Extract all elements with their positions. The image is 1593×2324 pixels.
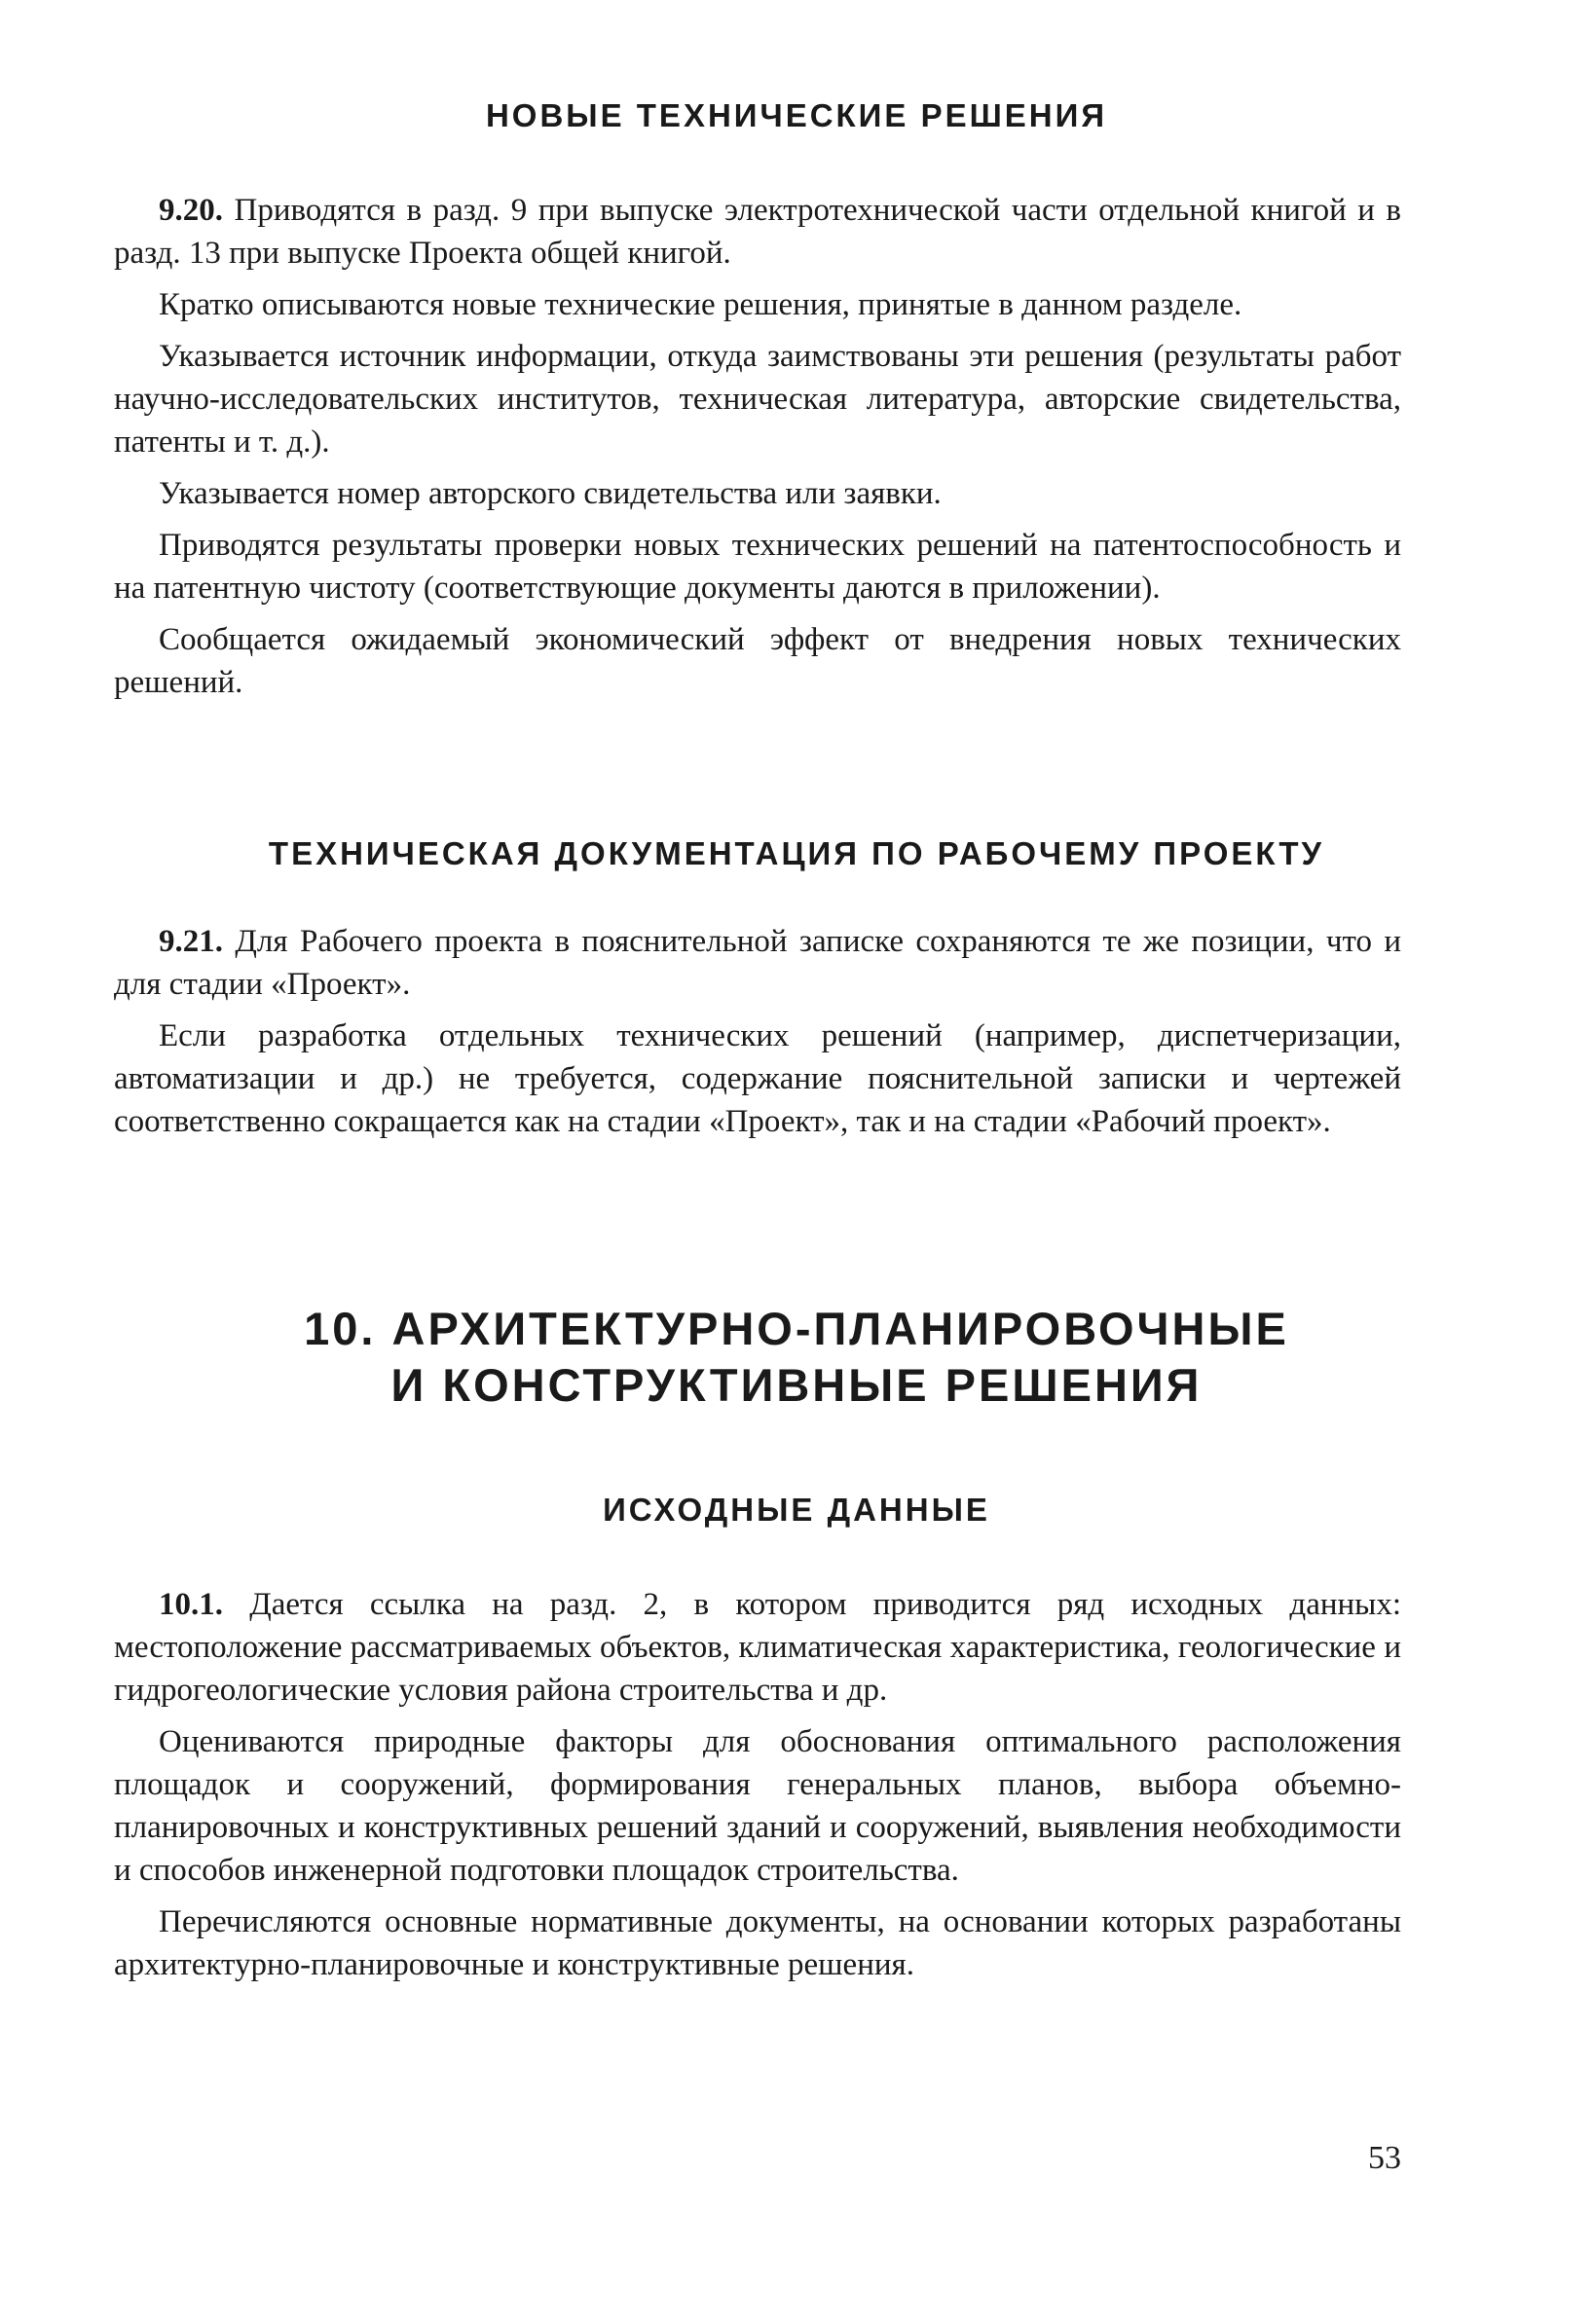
paragraph: Приводятся результаты проверки новых технических решений на патентоспособность и на патентную чистоту (соответствующие документы даются в приложении).	[114, 528, 1401, 606]
paragraph: Оцениваются природные факторы для обоснования оптимального расположения площадок и сооружений, формирования генеральных планов, выбора объемно-планировочных и конструктивных решений зданий и сооружений, выявления необходимости и способов инженерной подготовки площадок строительства.	[114, 1724, 1401, 1888]
section-heading-initial-data: ИСХОДНЫЕ ДАННЫЕ	[603, 1492, 990, 1528]
chapter-title-line-2: И КОНСТРУКТИВНЫЕ РЕШЕНИЯ	[390, 1359, 1203, 1411]
paragraph: Сообщается ожидаемый экономический эффект от внедрения новых технических решений.	[114, 622, 1401, 700]
paragraph-text: Для Рабочего проекта в пояснительной записке сохраняются те же позиции, что и для стадии «Проект».	[114, 924, 1402, 1002]
section-heading-technical-documentation: ТЕХНИЧЕСКАЯ ДОКУМЕНТАЦИЯ ПО РАБОЧЕМУ ПРОЕКТУ	[268, 835, 1325, 871]
chapter-title-line-1: 10. АРХИТЕКТУРНО-ПЛАНИРОВОЧНЫЕ	[304, 1303, 1289, 1354]
paragraph	[114, 1583, 1401, 1712]
paragraph: Если разработка отдельных технических решений (например, диспетчеризации, автоматизации и др.) не требуется, содержание пояснительной записки и чертежей соответственно сокращается как на стадии «Проект», так и на стадии «Рабочий проект».	[114, 1018, 1401, 1139]
paragraph: Кратко описываются новые технические решения, принятые в данном разделе.	[159, 287, 1242, 322]
paragraph-text: Дается ссылка на разд. 2, в котором приводится ряд исходных данных: местоположение рассматриваемых объектов, климатическая характеристика, геологические и гидрогеологические условия района строительства и др.	[114, 1587, 1401, 1708]
paragraph-text: Приводятся в разд. 9 при выпуске электротехнической части отдельной книгой и в разд. 13 при выпуске Проекта общей книгой.	[114, 193, 1401, 271]
page-number: 53	[1368, 2140, 1401, 2176]
paragraph: Указывается источник информации, откуда заимствованы эти решения (результаты работ научно-исследовательских институтов, техническая литература, авторские свидетельства, патенты и т. д.).	[114, 339, 1401, 460]
section-heading-new-technical-solutions: НОВЫЕ ТЕХНИЧЕСКИЕ РЕШЕНИЯ	[485, 97, 1108, 133]
paragraph	[114, 189, 1401, 275]
paragraph	[114, 920, 1401, 1006]
chapter-title	[0, 1301, 1593, 1414]
paragraph-number: 10.1.	[159, 1587, 223, 1622]
paragraph: Перечисляются основные нормативные документы, на основании которых разработаны архитектурно-планировочные и конструктивные решения.	[114, 1904, 1401, 1982]
paragraph-number: 9.20.	[159, 193, 223, 228]
paragraph: Указывается номер авторского свидетельства или заявки.	[159, 476, 942, 511]
section-body-technical-documentation	[114, 920, 1401, 1143]
paragraph-number: 9.21.	[159, 924, 223, 959]
section-body-new-technical-solutions	[114, 189, 1401, 704]
section-body-initial-data	[114, 1583, 1401, 1986]
